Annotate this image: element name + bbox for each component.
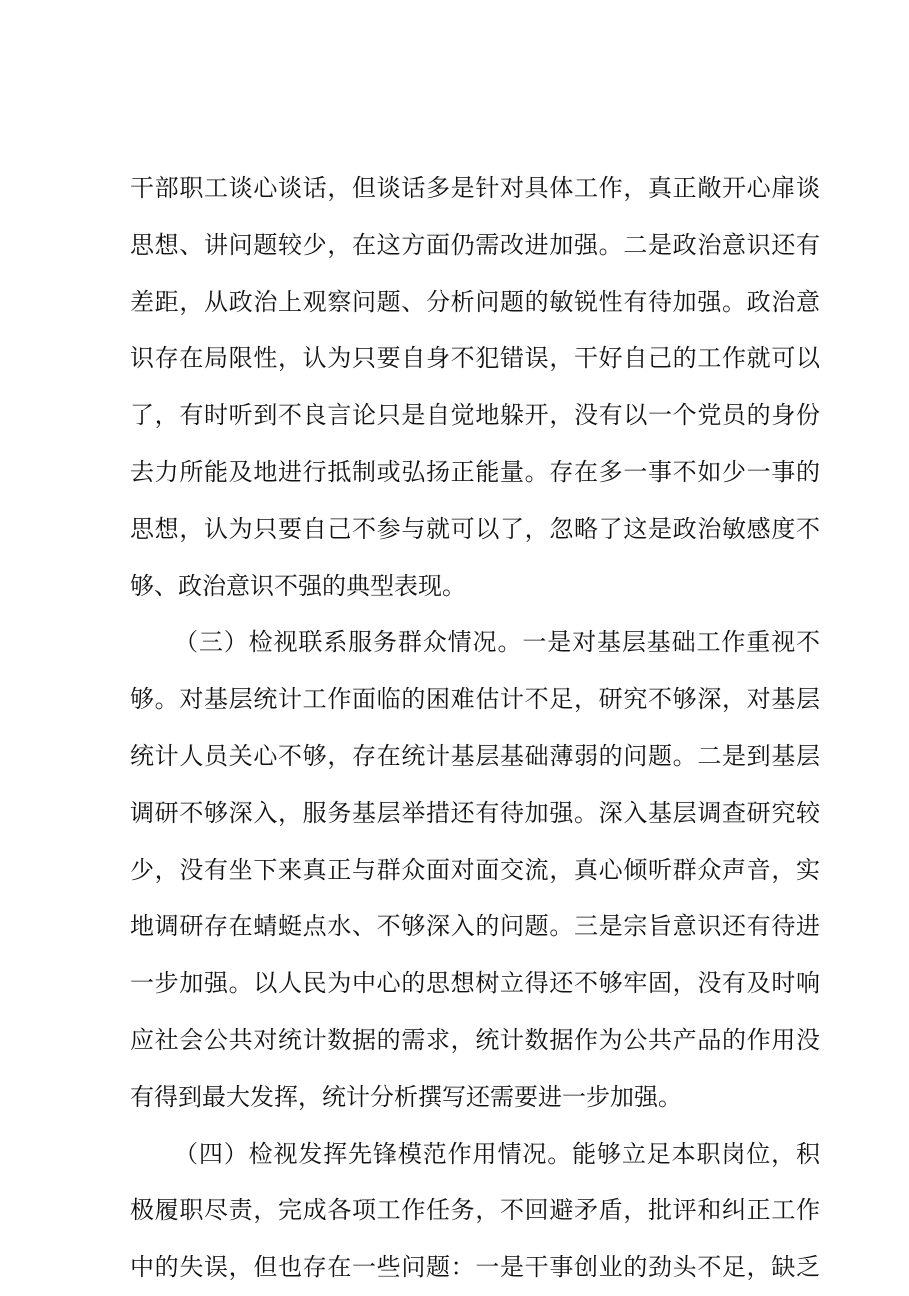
- text-line: （三）检视联系服务群众情况。一是对基层基础工作重视不: [174, 628, 820, 657]
- text-line: 干部职工谈心谈话，但谈话多是针对具体工作，真正敞开心扉谈: [130, 174, 820, 202]
- text-line: 应社会公共对统计数据的需求，统计数据作为公共产品的作用没: [130, 1025, 820, 1054]
- text-line: （四）检视发挥先锋模范作用情况。能够立足本职岗位，积: [174, 1139, 820, 1168]
- text-line: 够。对基层统计工作面临的困难估计不足，研究不够深，对基层: [130, 685, 820, 714]
- text-line: 少，没有坐下来真正与群众面对面交流，真心倾听群众声音，实: [130, 855, 820, 884]
- text-line: 有得到最大发挥，统计分析撰写还需要进一步加强。: [130, 1082, 682, 1111]
- text-line: 识存在局限性，认为只要自身不犯错误，干好自己的工作就可以: [130, 344, 820, 373]
- text-line: 差距，从政治上观察问题、分析问题的敏锐性有待加强。政治意: [130, 287, 820, 316]
- document-body: [130, 160, 820, 1296]
- text-line: 统计人员关心不够，存在统计基层基础薄弱的问题。二是到基层: [130, 741, 820, 770]
- text-line: 去力所能及地进行抵制或弘扬正能量。存在多一事不如少一事的: [130, 457, 820, 486]
- text-line: 够、政治意识不强的典型表现。: [130, 571, 466, 600]
- text-line: 一步加强。以人民为中心的思想树立得还不够牢固，没有及时响: [130, 969, 820, 998]
- text-line: 思想、讲问题较少，在这方面仍需改进加强。二是政治意识还有: [130, 230, 820, 259]
- text-line: 中的失误，但也存在一些问题：一是干事创业的劲头不足，缺乏: [130, 1253, 820, 1282]
- text-line: 了，有时听到不良言论只是自觉地躲开，没有以一个党员的身份: [130, 401, 820, 430]
- text-line: 地调研存在蜻蜓点水、不够深入的问题。三是宗旨意识还有待进: [130, 912, 820, 941]
- text-line: 调研不够深入，服务基层举措还有待加强。深入基层调查研究较: [130, 798, 820, 827]
- text-line: 思想，认为只要自己不参与就可以了，忽略了这是政治敏感度不: [130, 514, 820, 543]
- text-line: 极履职尽责，完成各项工作任务，不回避矛盾，批评和纠正工作: [130, 1196, 820, 1225]
